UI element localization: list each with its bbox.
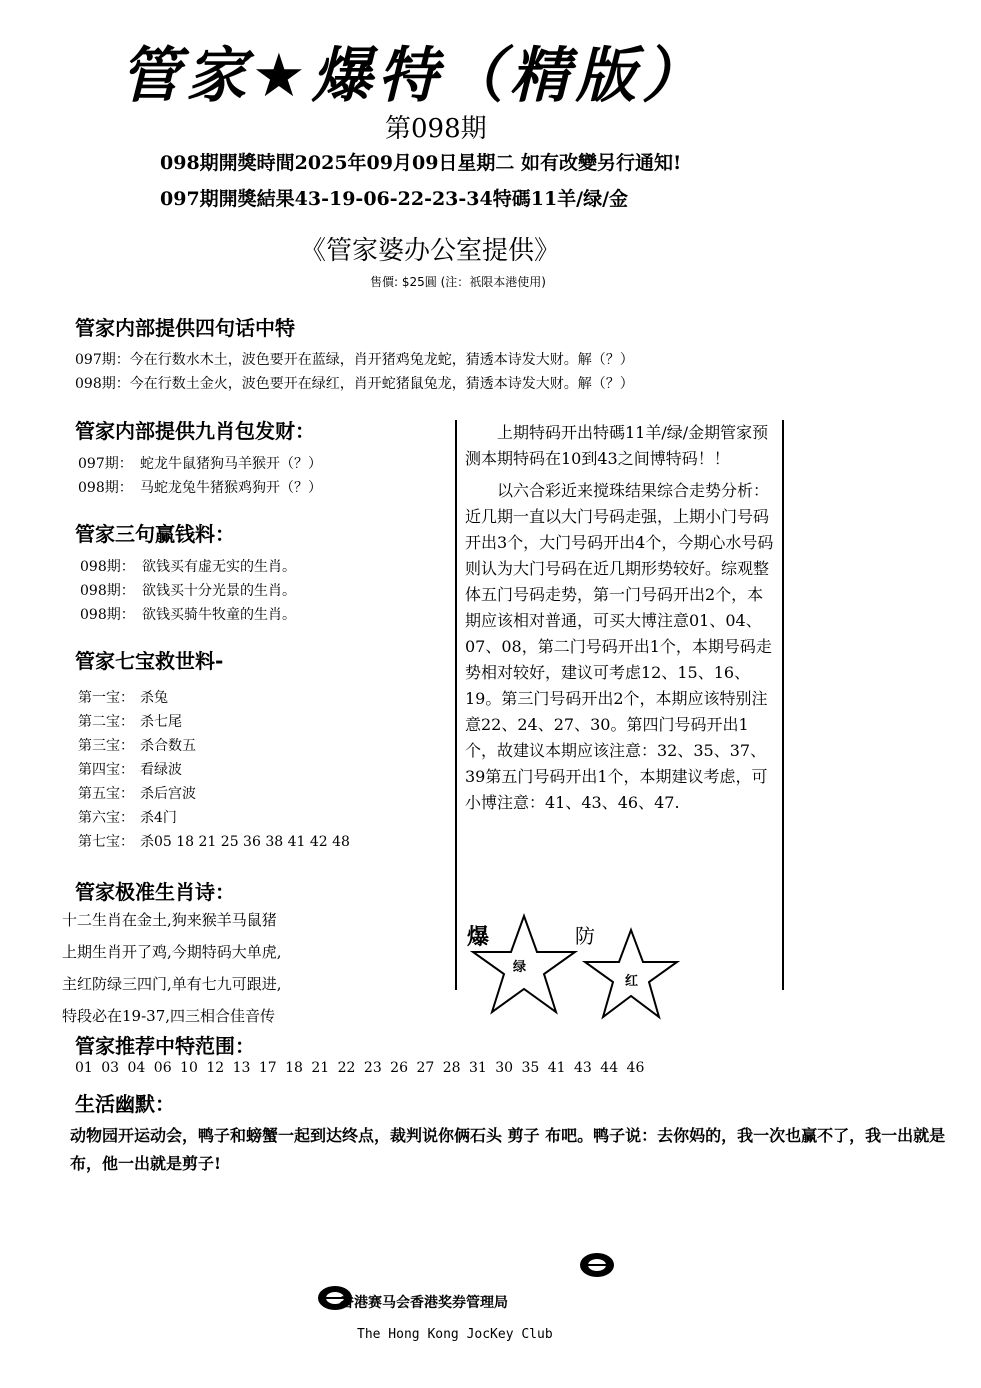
analysis-para: 以六合彩近来搅珠结果综合走势分析：近几期一直以大门号码走强，上期小门号码开出3个，大门号码开出4个，今期心水号码则认为大门号码在近几期形势较好。综观整体五门号码走势，第一门号码开出2个，本期应该相对普通，可买大博注意01、04、07、08，第二门号码开出1个，本期号码走势相对较好，建议可考虑12、15、16、19。第三门号码开出2个，本期应该特别注意22、24、27、30。第四门号码开出1个，故建议本期应该注意：32、35、37、39第五门号码开出1个，本期建议考虑，可小博注意：41、43、46、47. — [465, 481, 774, 812]
row-label: 第一宝： — [78, 690, 134, 706]
row-text: 杀合数五 — [140, 738, 196, 754]
star1-label: 爆 — [467, 924, 490, 950]
section3-heading: 管家三句赢钱料： — [75, 522, 235, 546]
list-item — [78, 758, 350, 782]
star2-label: 防 — [575, 924, 595, 948]
humor-heading: 生活幽默： — [75, 1092, 175, 1116]
list-item — [78, 782, 350, 806]
poem-line: 特段必在19-37,四三相合佳音传 — [62, 1007, 276, 1025]
section3-rows — [80, 555, 296, 627]
price: 售價: $25圓 (注：祇限本港使用) — [370, 275, 546, 289]
row-label: 第二宝： — [78, 714, 134, 730]
analysis-text — [465, 420, 775, 816]
row-label: 098期： — [80, 559, 135, 575]
row-label: 098期： — [80, 583, 135, 599]
section5-heading: 管家极准生肖诗： — [75, 880, 235, 904]
draw-time: 098期開獎時間2025年09月09日星期二 如有改變另行通知! — [160, 152, 682, 174]
list-item — [78, 476, 322, 500]
analysis-panel — [455, 420, 784, 990]
row-text: 马蛇龙兔牛猪猴鸡狗开（？） — [140, 480, 322, 496]
poem-line: 主红防绿三四门,单有七九可跟进, — [62, 975, 282, 993]
section2-rows — [78, 452, 322, 500]
number-list: 01 03 04 06 10 12 13 17 18 21 22 23 26 27 28 31 30 35 41 43 44 46 — [75, 1060, 645, 1076]
row-text: 欲钱买骑牛牧童的生肖。 — [142, 607, 296, 623]
row-label: 098期： — [80, 607, 135, 623]
row-label: 第五宝： — [78, 786, 134, 802]
section4-rows — [78, 686, 350, 854]
jockey-club-logo-icon — [578, 1250, 616, 1280]
issue-number: 第098期 — [385, 114, 487, 144]
list-item — [78, 806, 350, 830]
list-item — [78, 734, 350, 758]
row-text: 欲钱买十分光景的生肖。 — [142, 583, 296, 599]
row-text: 杀兔 — [140, 690, 168, 706]
row-label: 第七宝： — [78, 834, 134, 850]
list-item — [80, 555, 296, 579]
list-item — [78, 686, 350, 710]
row-text: 蛇龙牛鼠猪狗马羊猴开（？） — [140, 456, 322, 472]
row-label: 第三宝： — [78, 738, 134, 754]
provider: 《管家婆办公室提供》 — [300, 236, 561, 266]
poem-line: 上期生肖开了鸡,今期特码大单虎, — [62, 943, 282, 961]
section1-lines — [75, 348, 634, 396]
last-result: 097期開獎結果43-19-06-22-23-34特碼11羊/绿/金 — [160, 188, 629, 210]
list-item — [80, 603, 296, 627]
poem-line: 十二生肖在金土,狗来猴羊马鼠猪 — [62, 911, 277, 929]
poem — [62, 904, 282, 1032]
row-text: 杀七尾 — [140, 714, 182, 730]
section4-heading: 管家七宝救世料- — [75, 649, 224, 673]
row-text: 杀4门 — [140, 810, 177, 826]
list-item — [78, 710, 350, 734]
row-label: 098期： — [78, 480, 133, 496]
analysis-para: 上期特码开出特碼11羊/绿/金期管家预测本期特码在10到43之间博特码！！ — [465, 423, 769, 468]
section1-heading: 管家内部提供四句话中特 — [75, 316, 295, 340]
section1-line: 097期：今在行数水木土，波色要开在蓝绿，肖开猪鸡兔龙蛇，猜透本诗发大财。解（？） — [75, 352, 634, 368]
footer-en: The Hong Kong JocKey Club — [357, 1327, 553, 1342]
section1-line: 098期：今在行数土金火，波色要开在绿红，肖开蛇猪鼠兔龙，猜透本诗发大财。解（？） — [75, 376, 634, 392]
star2-text: 红 — [625, 974, 639, 989]
row-label: 097期： — [78, 456, 133, 472]
row-text: 杀05 18 21 25 36 38 41 42 48 — [140, 834, 350, 850]
section2-heading: 管家内部提供九肖包发财： — [75, 419, 315, 443]
star1-text: 绿 — [513, 960, 527, 975]
page-title: 管家★爆特（精版） — [120, 41, 708, 111]
list-item — [78, 830, 350, 854]
row-text: 看绿波 — [140, 762, 182, 778]
row-text: 欲钱买有虚无实的生肖。 — [142, 559, 296, 575]
section6-heading: 管家推荐中特范围： — [75, 1034, 255, 1058]
humor-text: 动物园开运动会，鸭子和螃蟹一起到达终点，裁判说你俩石头 剪子 布吧。鸭子说：去你妈的，我一次也赢不了，我一出就是布，他一出就是剪子! — [70, 1126, 946, 1173]
row-label: 第四宝： — [78, 762, 134, 778]
row-label: 第六宝： — [78, 810, 134, 826]
list-item — [78, 452, 322, 476]
footer-cn: 香港赛马会香港奖券管理局 — [340, 1295, 508, 1311]
row-text: 杀后宫波 — [140, 786, 196, 802]
list-item — [80, 579, 296, 603]
